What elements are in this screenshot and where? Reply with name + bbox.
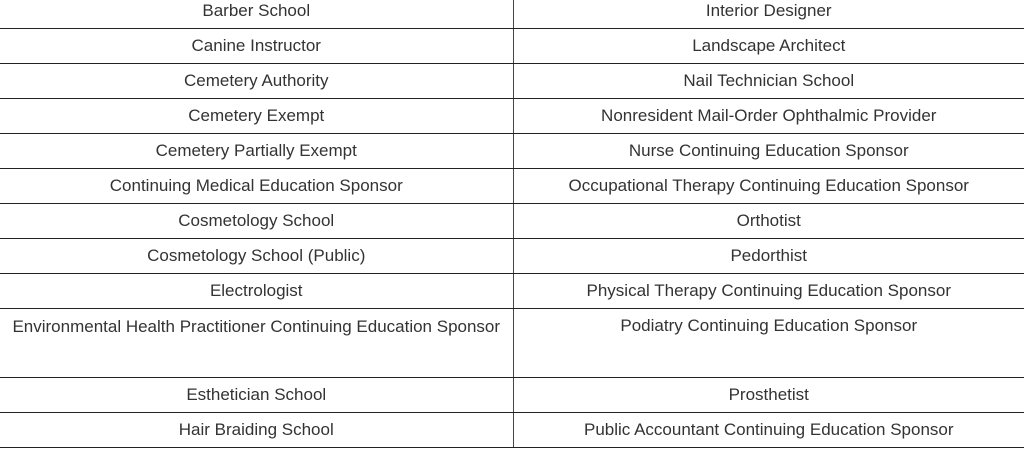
table-cell: Nurse Continuing Education Sponsor [513, 134, 1024, 169]
table-cell: Public Accountant Continuing Education Sponsor [513, 413, 1024, 448]
table-cell: Interior Designer [513, 0, 1024, 29]
table-cell: Environmental Health Practitioner Continuing Education Sponsor [0, 309, 513, 378]
table-cell: Landscape Architect [513, 29, 1024, 64]
table-cell: Nonresident Mail-Order Ophthalmic Provider [513, 99, 1024, 134]
table-row [0, 134, 1024, 169]
table-cell: Barber School [0, 0, 513, 29]
table-cell: Cemetery Partially Exempt [0, 134, 513, 169]
table-cell: Cosmetology School [0, 204, 513, 239]
table-cell: Cemetery Authority [0, 64, 513, 99]
table-row [0, 204, 1024, 239]
table-cell: Hair Braiding School [0, 413, 513, 448]
table-row [0, 274, 1024, 309]
table-cell: Continuing Medical Education Sponsor [0, 169, 513, 204]
table-cell: Electrologist [0, 274, 513, 309]
table-row [0, 309, 1024, 378]
table-row [0, 0, 1024, 29]
table-row [0, 64, 1024, 99]
table-cell: Podiatry Continuing Education Sponsor [513, 309, 1024, 378]
table-cell: Pedorthist [513, 239, 1024, 274]
table-cell: Orthotist [513, 204, 1024, 239]
table-cell: Prosthetist [513, 378, 1024, 413]
table-row [0, 378, 1024, 413]
table-row [0, 99, 1024, 134]
table-cell: Occupational Therapy Continuing Education Sponsor [513, 169, 1024, 204]
table-cell: Physical Therapy Continuing Education Sponsor [513, 274, 1024, 309]
table-cell: Esthetician School [0, 378, 513, 413]
table-cell: Canine Instructor [0, 29, 513, 64]
table-cell: Cosmetology School (Public) [0, 239, 513, 274]
table-row [0, 29, 1024, 64]
table-cell: Cemetery Exempt [0, 99, 513, 134]
table-row [0, 413, 1024, 448]
table-row [0, 239, 1024, 274]
table-cell: Nail Technician School [513, 64, 1024, 99]
table-row [0, 169, 1024, 204]
